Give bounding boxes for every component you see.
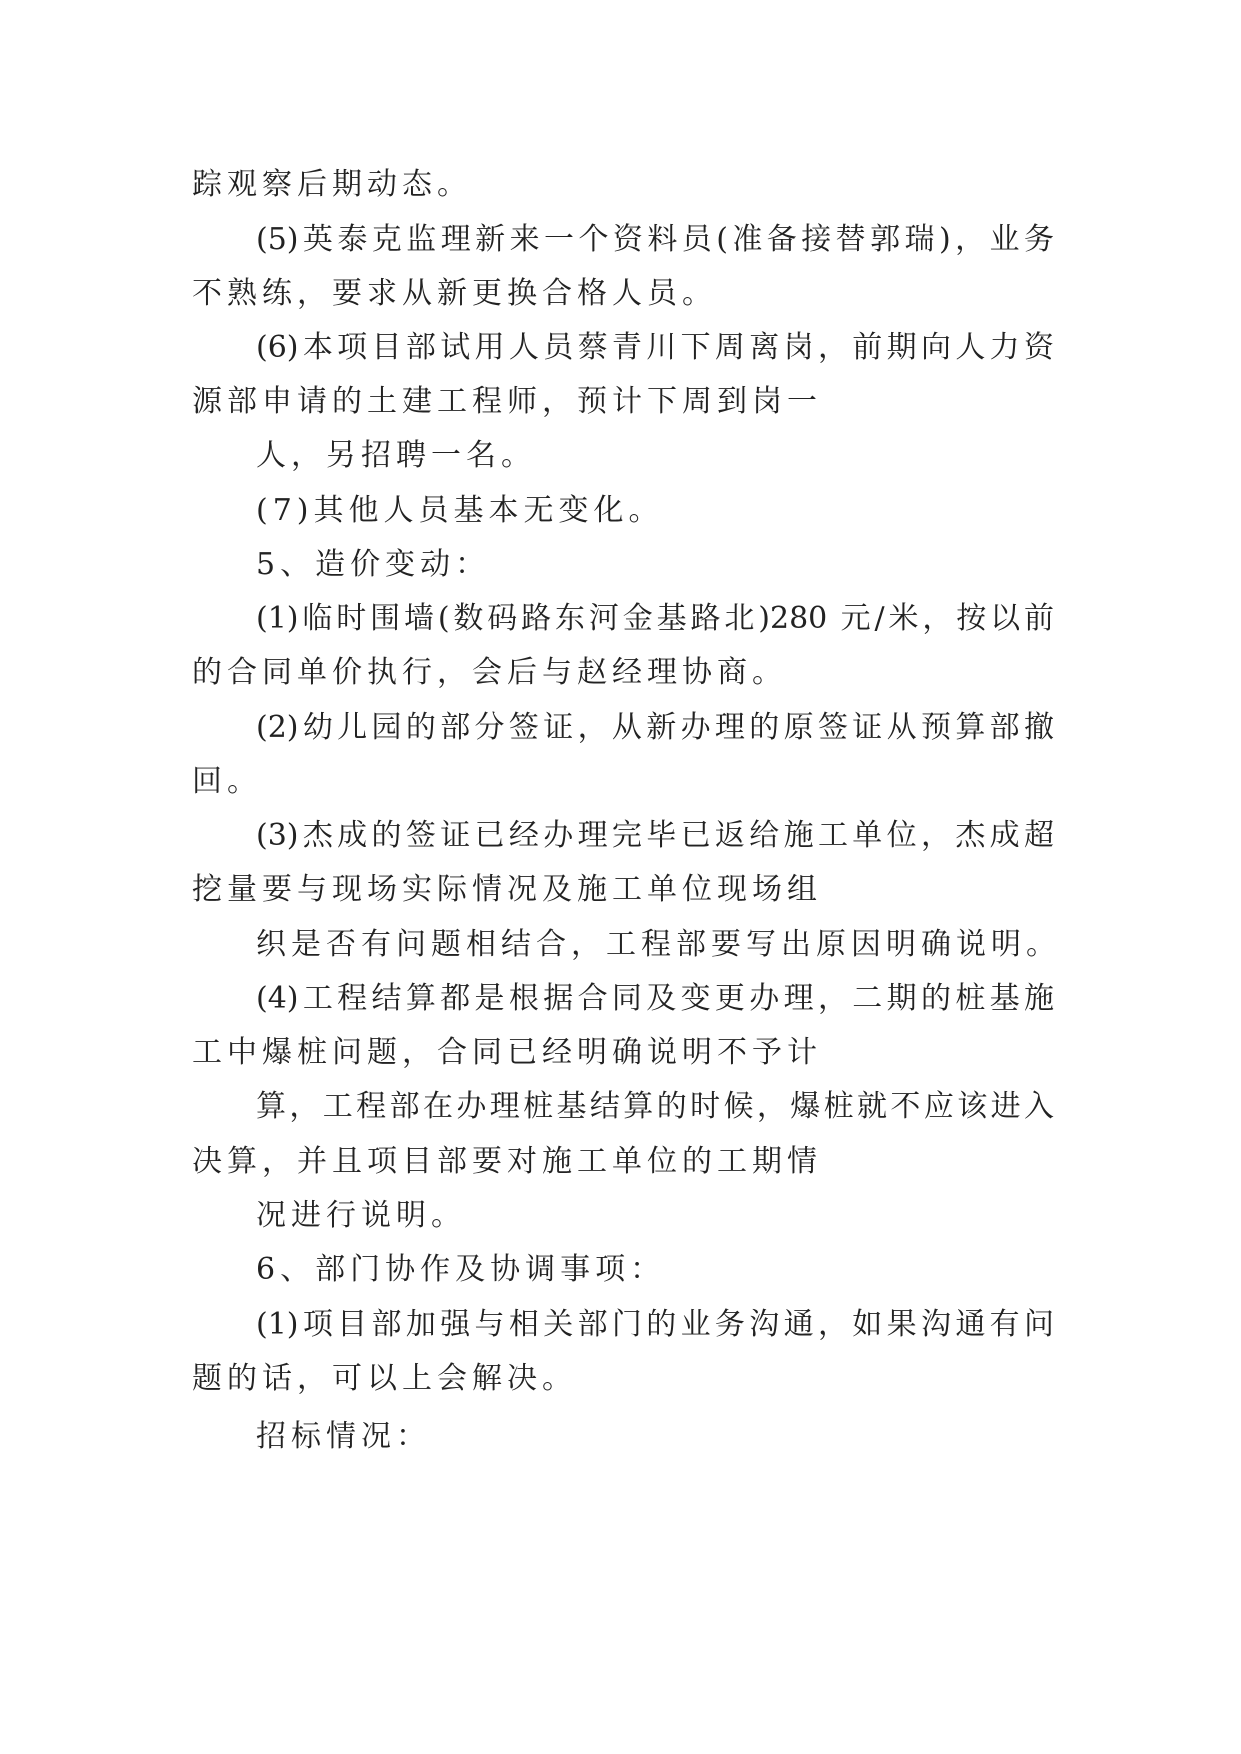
text-line: (6)本项目部试用人员蔡青川下周离岗，前期向人力资 xyxy=(256,330,1054,365)
text-line: (5)英泰克监理新来一个资料员(准备接替郭瑞)，业务 xyxy=(256,222,1054,257)
text-line: 决算，并且项目部要对施工单位的工期情 xyxy=(192,1144,822,1179)
text-line: 踪观察后期动态。 xyxy=(192,167,472,202)
text-line: 源部申请的土建工程师，预计下周到岗一 xyxy=(192,384,822,419)
text-line: 回。 xyxy=(192,764,262,799)
text-line: 人，另招聘一名。 xyxy=(256,438,536,473)
text-line: (1)临时围墙(数码路东河金基路北)280 元/米，按以前 xyxy=(256,601,1054,636)
section-heading: 招标情况： xyxy=(256,1419,431,1454)
text-line: 算，工程部在办理桩基结算的时候，爆桩就不应该进入 xyxy=(256,1089,1054,1124)
text-line: 挖量要与现场实际情况及施工单位现场组 xyxy=(192,872,822,907)
text-line: 的合同单价执行，会后与赵经理协商。 xyxy=(192,655,787,690)
text-line: (2)幼儿园的部分签证，从新办理的原签证从预算部撤 xyxy=(256,710,1054,745)
text-line: (3)杰成的签证已经办理完毕已返给施工单位，杰成超 xyxy=(256,818,1054,853)
text-line: (1)项目部加强与相关部门的业务沟通，如果沟通有问 xyxy=(256,1307,1054,1342)
section-heading: 5、造价变动： xyxy=(256,547,491,582)
section-heading: 6、部门协作及协调事项： xyxy=(256,1252,666,1287)
text-line: 况进行说明。 xyxy=(256,1198,466,1233)
text-line: (4)工程结算都是根据合同及变更办理，二期的桩基施 xyxy=(256,981,1054,1016)
text-line: 工中爆桩问题，合同已经明确说明不予计 xyxy=(192,1035,822,1070)
text-line: 织是否有问题相结合，工程部要写出原因明确说明。 xyxy=(256,927,1061,962)
text-line: (7)其他人员基本无变化。 xyxy=(256,493,664,528)
text-line: 题的话，可以上会解决。 xyxy=(192,1361,577,1396)
text-line: 不熟练，要求从新更换合格人员。 xyxy=(192,276,717,311)
